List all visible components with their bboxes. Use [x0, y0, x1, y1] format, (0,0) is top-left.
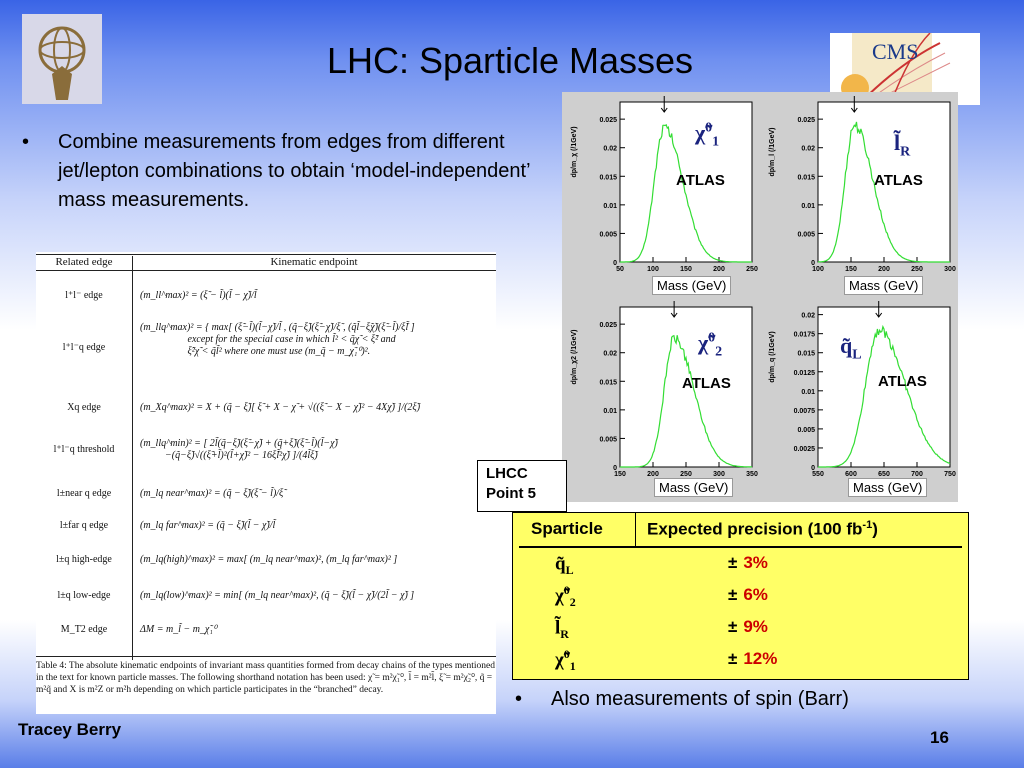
y-tick-label: 0.02 [603, 350, 617, 358]
plot-particle-label: χ̃$^0_2$ [698, 330, 723, 360]
x-tick-label: 600 [845, 471, 857, 478]
page-number: 16 [930, 728, 949, 747]
x-tick-label: 250 [680, 471, 692, 478]
bullet-point-2 [515, 688, 965, 711]
x-tick-label: 50 [616, 266, 624, 273]
y-tick-label: 0.01 [801, 388, 815, 396]
y-axis-label: dp/m_l (/1GeV) [769, 127, 776, 177]
table-header-endpoint: Kinematic endpoint [270, 256, 358, 268]
plot-experiment-label: ATLAS [878, 373, 927, 390]
plot-experiment-label: ATLAS [676, 172, 725, 189]
table-row-edge: l±far q edge [59, 520, 109, 531]
y-tick-label: 0.025 [599, 322, 617, 330]
y-tick-label: 0.02 [801, 145, 815, 153]
y-tick-label: 0.005 [797, 426, 815, 434]
table-row-edge: l±q low-edge [57, 590, 111, 601]
y-tick-label: 0.015 [797, 174, 815, 182]
x-tick-label: 200 [647, 471, 659, 478]
y-tick-label: 0.025 [599, 117, 617, 125]
precision-row [513, 643, 968, 675]
y-tick-label: 0.005 [599, 231, 617, 239]
bullet-text: Also measurements of spin (Barr) [551, 688, 849, 710]
plot-svg-2 [562, 297, 760, 502]
y-tick-label: 0.0175 [793, 331, 815, 339]
table-row-edge: Xq edge [67, 402, 101, 413]
precision-table [512, 512, 969, 680]
table-caption: Table 4: The absolute kinematic endpoints of invariant mass quantities formed from decay chains of the types mentioned in the text for known particle masses. The following shorthand notation has been used: χ̃ = m²χ̃₁⁰, l̃ = m²l̃, ξ̃ = m²χ̃₂⁰, q̃ = m²q̃ and X is m²Z or m²h depending on which particle participates in the “branched” decay. [36, 661, 495, 695]
table-row-edge: l⁺l⁻q threshold [53, 444, 115, 455]
plot-squark-l [760, 297, 958, 502]
x-tick-label: 200 [713, 266, 725, 273]
precision-particle: $l̃_R$ [555, 617, 569, 642]
x-tick-label: 150 [845, 266, 857, 273]
plot-particle-label: $l̃_R$ [894, 130, 911, 160]
cms-logo-text: CMS [872, 39, 919, 64]
y-tick-label: 0.005 [599, 436, 617, 444]
plot-slepton-r [760, 92, 958, 297]
y-tick-label: 0.015 [599, 379, 617, 387]
atlas-logo [22, 14, 102, 104]
precision-row [513, 611, 968, 643]
x-tick-label: 750 [944, 471, 956, 478]
bullet-marker: • [515, 688, 523, 710]
table-row-formula: (m_lq near^max)² = (q̃ − ξ̃)(ξ̃ − l̃)/ξ̃ [140, 488, 284, 499]
y-tick-label: 0.02 [801, 312, 815, 320]
slide-title: LHC: Sparticle Masses [326, 40, 694, 81]
lhcc-text: LHCC Point 5 [486, 465, 537, 502]
plot-svg-3 [760, 297, 958, 502]
precision-row [513, 547, 968, 579]
y-axis-label: dp/m_χ2 (/1GeV) [571, 329, 578, 385]
x-tick-label: 550 [812, 471, 824, 478]
bullet-text: Combine measurements from edges from different jet/lepton combinations to obtain ‘model-independent’ mass measurements. [58, 131, 530, 211]
table-row-formula: (m_llq^min)² = [ 2l̃(q̃−ξ̃)(ξ̃−χ̃) + (q̃+ξ̃)(ξ̃−l̃)(l̃−χ̃) −(q̃−ξ̃)√((ξ̃+l̃)²(l̃+χ̃)² − 16ξ̃l̃²χ̃) ]/(4l̃ξ̃) [140, 438, 338, 461]
y-tick-label: 0.0075 [793, 407, 815, 415]
y-tick-label: 0 [811, 260, 815, 267]
y-tick-label: 0.025 [797, 117, 815, 125]
x-tick-label: 700 [911, 471, 923, 478]
x-tick-label: 300 [713, 471, 725, 478]
y-axis-label: dp/m_χ (/1GeV) [571, 126, 578, 178]
y-tick-label: 0.02 [603, 145, 617, 153]
precision-particle: χ̃$^0_1$ [555, 647, 576, 674]
table-row-formula: ΔM = m_l̃ − m_χ̃₁⁰ [140, 624, 217, 635]
precision-value: ± 12% [728, 649, 778, 668]
precision-header-particle: Sparticle [531, 519, 603, 538]
y-axis-label: dp/m_q (/1GeV) [769, 331, 776, 383]
bullet-marker: • [22, 131, 30, 153]
plot-xlabel: Mass (GeV) [844, 276, 923, 295]
x-tick-label: 200 [878, 266, 890, 273]
plot-svg-0 [562, 92, 760, 297]
y-tick-label: 0.01 [603, 407, 617, 415]
plot-xlabel: Mass (GeV) [848, 478, 927, 497]
lhcc-point-label [477, 460, 567, 512]
table-row-formula: (m_lq far^max)² = (q̃ − ξ̃)(l̃ − χ̃)/l̃ [140, 520, 276, 531]
table-row-formula: (m_lq(high)^max)² = max[ (m_lq near^max)², (m_lq far^max)² ] [140, 554, 398, 565]
precision-particle: $q̃_L$ [555, 553, 574, 578]
x-tick-label: 250 [911, 266, 923, 273]
x-tick-label: 300 [944, 266, 956, 273]
plot-chi1 [562, 92, 760, 297]
table-row-edge: l±near q edge [56, 488, 112, 499]
y-tick-label: 0 [811, 465, 815, 472]
x-tick-label: 350 [746, 471, 758, 478]
x-tick-label: 150 [614, 471, 626, 478]
footer-author: Tracey Berry [18, 720, 122, 739]
table-row-formula: (m_lq(low)^max)² = min[ (m_lq near^max)², (q̃ − ξ̃)(l̃ − χ̃)/(2l̃ − χ̃) ] [140, 590, 415, 601]
table-row-edge: l±q high-edge [56, 554, 112, 565]
plot-experiment-label: ATLAS [874, 172, 923, 189]
y-tick-label: 0.005 [797, 231, 815, 239]
x-tick-label: 100 [647, 266, 659, 273]
x-tick-label: 250 [746, 266, 758, 273]
y-tick-label: 0.01 [603, 202, 617, 210]
table-row-edge: l⁺l⁻q edge [62, 342, 106, 353]
y-tick-label: 0.0025 [793, 445, 815, 453]
bullet-point-1 [22, 128, 542, 215]
plot-chi2 [562, 297, 760, 502]
table-row-formula: (m_ll^max)² = (ξ̃ − l̃)(l̃ − χ̃)/l̃ [140, 290, 257, 301]
plot-xlabel: Mass (GeV) [654, 478, 733, 497]
precision-value: ± 9% [728, 617, 768, 636]
table-row-edge: M_T2 edge [60, 624, 108, 635]
y-tick-label: 0.015 [797, 350, 815, 358]
precision-particle: χ̃$^0_2$ [555, 583, 576, 610]
plot-xlabel: Mass (GeV) [652, 276, 731, 295]
x-tick-label: 650 [878, 471, 890, 478]
table-row-formula: (m_llq^max)² = { max[ (ξ̃−l̃)(l̃−χ̃)/l̃ , (q̃−ξ̃)(ξ̃−χ̃)/ξ̃ , (q̃l̃−ξ̃χ̃)(ξ̃−l̃)/ξ̃l̃ ] except for the special case in which l̃² < q̃χ̃ < ξ̃² and ξ̃²χ̃ < q̃l̃² where one must use (m_q̃ − m_χ̃₁⁰)². [140, 322, 415, 357]
y-tick-label: 0 [613, 465, 617, 472]
plot-svg-1 [760, 92, 958, 297]
plot-particle-label: $q̃_L$ [840, 333, 862, 363]
table-row-formula: (m_Xq^max)² = X + (q̃ − ξ̃)[ ξ̃ + X − χ̃ + √((ξ̃ − X − χ̃)² − 4Xχ̃) ]/(2ξ̃) [140, 402, 421, 413]
y-tick-label: 0.01 [801, 202, 815, 210]
y-tick-label: 0.0125 [793, 369, 815, 377]
x-tick-label: 100 [812, 266, 824, 273]
kinematic-endpoint-table [36, 252, 496, 714]
x-tick-label: 150 [680, 266, 692, 273]
plot-particle-label: χ̃$^0_1$ [695, 120, 720, 150]
table-header-edge: Related edge [55, 256, 113, 268]
precision-value: ± 6% [728, 585, 768, 604]
plot-experiment-label: ATLAS [682, 375, 731, 392]
precision-value: ± 3% [728, 553, 768, 572]
precision-row [513, 579, 968, 611]
y-tick-label: 0 [613, 260, 617, 267]
y-tick-label: 0.015 [599, 174, 617, 182]
precision-header-value: Expected precision (100 $fb^{-1}$) [647, 519, 878, 539]
mass-plots-panel [562, 92, 958, 502]
table-row-edge: l⁺l⁻ edge [65, 290, 103, 301]
